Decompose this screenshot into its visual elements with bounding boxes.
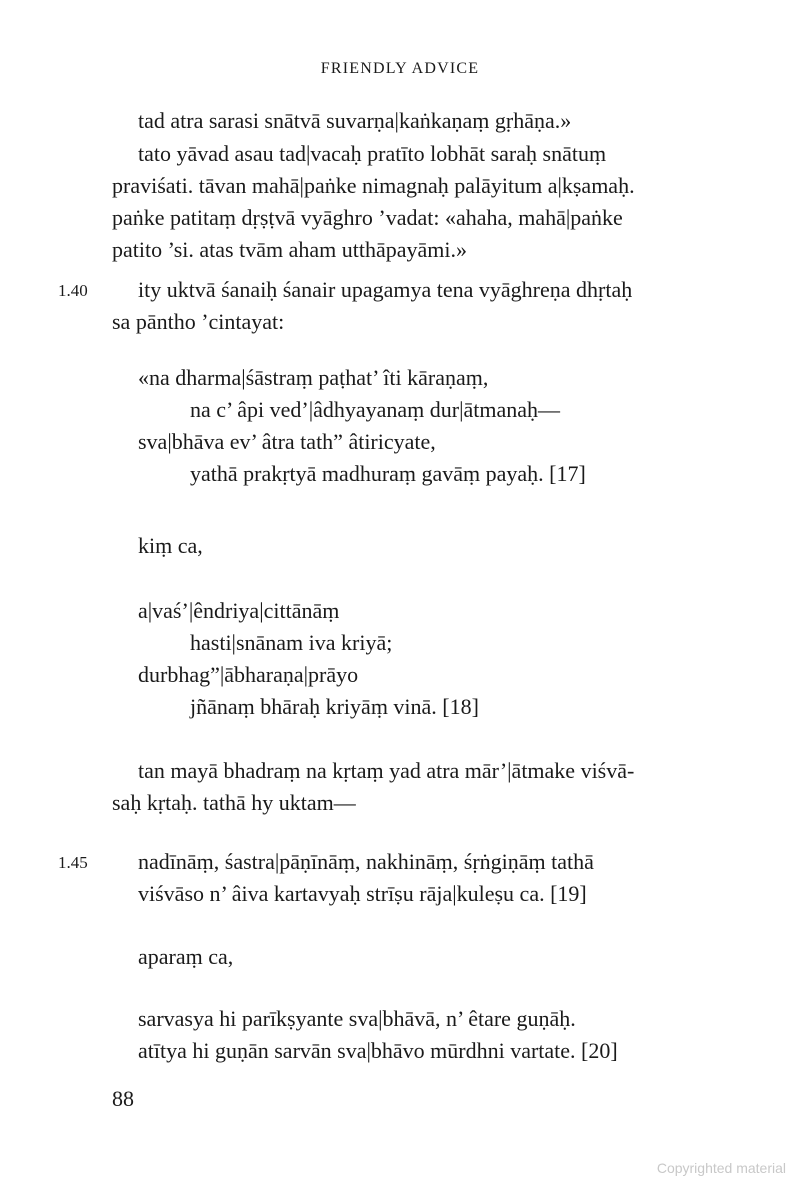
section-marker: 1.45 bbox=[58, 853, 88, 872]
verse-line: nadīnāṃ, śastra|pāṇīnāṃ, nakhināṃ, śṛṅgiṇāṃ tathā bbox=[138, 849, 594, 874]
paragraph-line: tan mayā bhadraṃ na kṛtaṃ yad atra mār’|ātmake viśvā- bbox=[138, 758, 635, 783]
paragraph-line: ity uktvā śanaiḥ śanair upagamya tena vyāghreṇa dhṛtaḥ bbox=[138, 277, 633, 302]
running-head: FRIENDLY ADVICE bbox=[320, 60, 480, 77]
connector-line: aparaṃ ca, bbox=[138, 944, 234, 969]
verse-line: sva|bhāva ev’ âtra tath” âtiricyate, bbox=[138, 429, 436, 454]
verse-line: «na dharma|śāstraṃ paṭhat’ îti kāraṇaṃ, bbox=[138, 365, 489, 390]
paragraph-line: tad atra sarasi snātvā suvarṇa|kaṅkaṇaṃ gṛhāṇa.» bbox=[138, 108, 572, 133]
copyright-watermark: Copyrighted material bbox=[656, 1160, 786, 1176]
paragraph-line: praviśati. tāvan mahā|paṅke nimagnaḥ palāyitum a|kṣamaḥ. bbox=[112, 173, 635, 198]
verse-line: yathā prakṛtyā madhuraṃ gavāṃ payaḥ. [17] bbox=[190, 461, 586, 486]
paragraph-line: patito ’si. atas tvām aham utthāpayāmi.» bbox=[112, 237, 467, 262]
section-marker: 1.40 bbox=[58, 281, 88, 300]
connector-line: kiṃ ca, bbox=[138, 533, 203, 558]
verse-line: sarvasya hi parīkṣyante sva|bhāvā, n’ êtare guṇāḥ. bbox=[138, 1006, 576, 1031]
verse-line: atītya hi guṇān sarvān sva|bhāvo mūrdhni vartate. [20] bbox=[138, 1038, 618, 1063]
verse-line: durbhag”|ābharaṇa|prāyo bbox=[138, 662, 359, 687]
paragraph-line: tato yāvad asau tad|vacaḥ pratīto lobhāt saraḥ snātuṃ bbox=[138, 141, 607, 166]
paragraph-line: paṅke patitaṃ dṛṣṭvā vyāghro ’vadat: «ahaha, mahā|paṅke bbox=[112, 205, 623, 230]
paragraph-line: sa pāntho ’cintayat: bbox=[112, 309, 285, 334]
verse-line: a|vaś’|êndriya|cittānāṃ bbox=[138, 598, 340, 623]
paragraph-line: saḥ kṛtaḥ. tathā hy uktam— bbox=[112, 790, 356, 815]
verse-line: hasti|snānam iva kriyā; bbox=[190, 630, 393, 655]
verse-line: jñānaṃ bhāraḥ kriyāṃ vinā. [18] bbox=[190, 694, 479, 719]
page-number: 88 bbox=[112, 1086, 134, 1111]
verse-line: na c’ âpi ved’|âdhyayanaṃ dur|ātmanaḥ— bbox=[190, 397, 561, 422]
verse-line: viśvāso n’ âiva kartavyaḥ strīṣu rāja|kuleṣu ca. [19] bbox=[138, 881, 587, 906]
